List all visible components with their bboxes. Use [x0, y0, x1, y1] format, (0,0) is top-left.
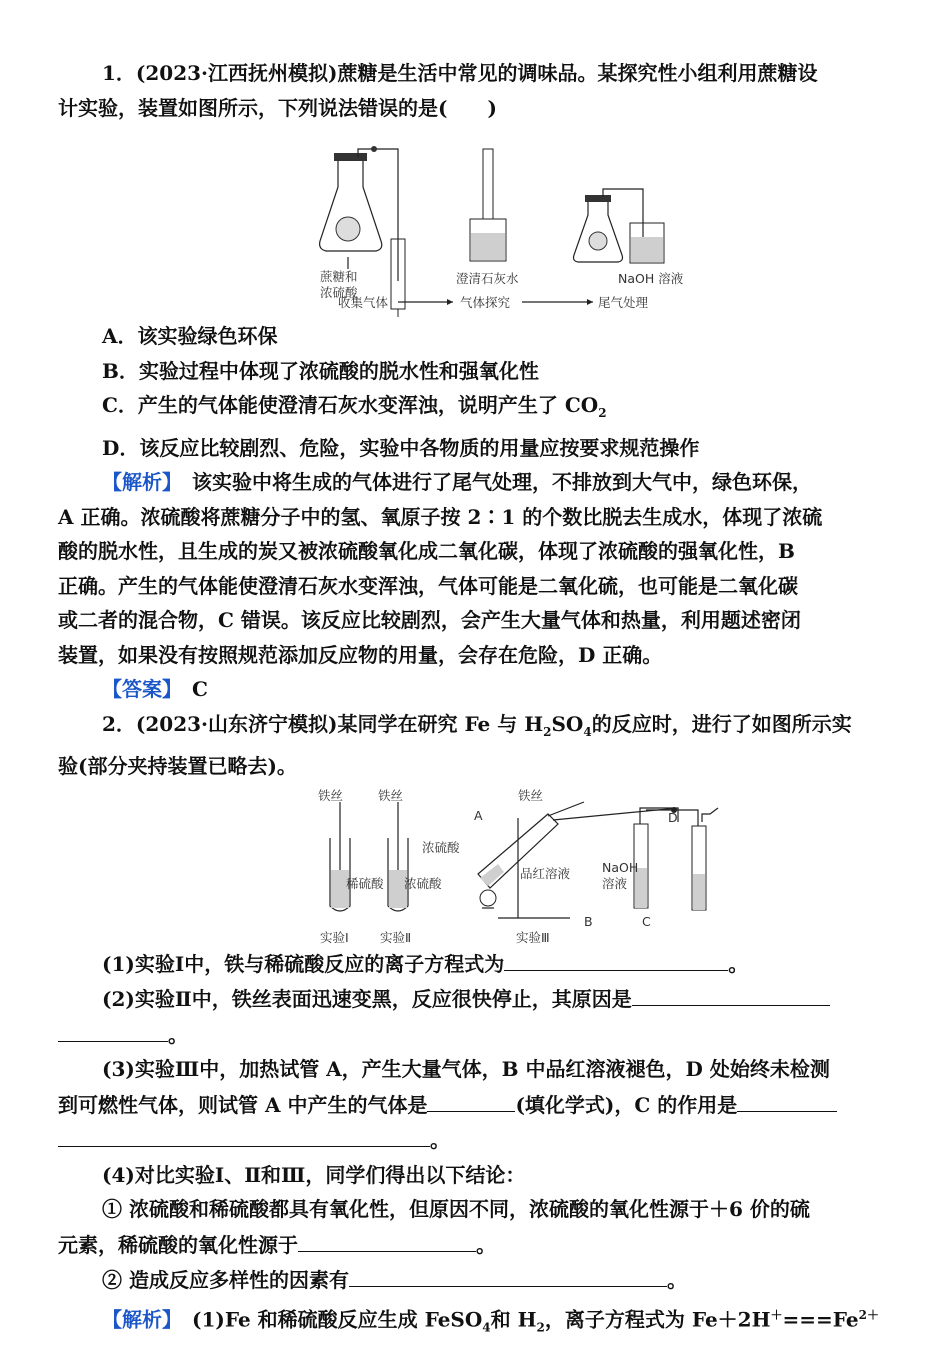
q1-answer: 【答案】 C: [102, 677, 208, 701]
q1-analysis-line-4: 正确。产生的气体能使澄清石灰水变浑浊，气体可能是二氧化硫，也可能是二氧化碳: [58, 573, 798, 598]
q1-stem: 1．(2023·江西抚州模拟)蔗糖是生活中常见的调味品。某探究性小组利用蔗糖设: [102, 61, 818, 85]
q2-label-b: B: [584, 913, 593, 929]
q1-label-limewater: 澄清石灰水: [456, 271, 519, 286]
q2-sub2-blank[interactable]: [632, 981, 830, 1006]
q1-label-sugar: 蔗糖和: [320, 269, 358, 284]
q2-label-naoh-1: NaOH: [602, 859, 639, 875]
q1-analysis-tag: 【解析】: [102, 470, 172, 494]
q2-label-a: A: [474, 807, 483, 823]
q2-label-pinhong: 品红溶液: [520, 865, 571, 881]
q2-label-exp2: 实验Ⅱ: [380, 929, 412, 945]
q2-stem: 2．(2023·山东济宁模拟)某同学在研究 Fe 与 $H_2SO_4$的反应时，进行了如图所示实: [102, 711, 852, 739]
q1-flask-tail: [574, 189, 665, 263]
q2-label-conc-2: 浓硫酸: [422, 839, 460, 855]
q1-label-naoh: NaOH 溶液: [618, 271, 684, 286]
q2-exp2-tube: [388, 802, 408, 911]
q2-label-conc-1: 浓硫酸: [404, 875, 442, 891]
q2-sub3-gas-blank[interactable]: [427, 1087, 515, 1112]
q1-analysis-line-1: 【解析】 该实验中将生成的气体进行了尾气处理，不排放到大气中，绿色环保，: [102, 470, 812, 494]
q2-sub2: (2)实验Ⅱ中，铁丝表面迅速变黑，反应很快停止，其原因是: [58, 981, 894, 1017]
q2-sub4-1-blank[interactable]: [298, 1227, 476, 1252]
q2-sub3-cont2: 。: [58, 1122, 894, 1158]
q2-exp3-apparatus: [478, 802, 718, 918]
q1-analysis-line-6: 装置，如果没有按照规范添加反应物的用量，会存在危险，D 正确。: [58, 642, 663, 667]
q2-sub4-1: ① 浓硫酸和稀硫酸都具有氧化性，但原因不同，浓硫酸的氧化性源于＋6 价的硫: [102, 1197, 810, 1221]
q2-label-iron-2: 铁丝: [378, 787, 404, 803]
q2-label-exp1: 实验Ⅰ: [320, 929, 349, 945]
q2-label-iron-1: 铁丝: [318, 787, 344, 803]
q1-option-c: C．产生的气体能使澄清石灰水变浑浊，说明产生了 $CO_2$: [102, 393, 607, 420]
q2-sub4-2: ② 造成反应多样性的因素有 。: [58, 1262, 894, 1298]
q1-analysis-line-3: 酸的脱水性，且生成的炭又被浓硫酸氧化成二氧化碳，体现了浓硫酸的强氧化性，B: [58, 539, 795, 563]
q2-sub4-1-cont: 元素，稀硫酸的氧化性源于 。: [58, 1227, 894, 1263]
q2-sub3: (3)实验Ⅲ中，加热试管 A，产生大量气体，B 中品红溶液褪色，D 处始终未检测: [102, 1057, 830, 1081]
q2-sub1: (1)实验Ⅰ中，铁与稀硫酸反应的离子方程式为 。: [58, 946, 894, 982]
q1-step-collect: 收集气体: [338, 295, 389, 310]
q1-analysis-line-2: A 正确。浓硫酸将蔗糖分子中的氢、氧原子按 2∶1 的个数比脱去生成水，体现了浓硫: [58, 504, 823, 529]
q1-beaker-limewater: [470, 149, 506, 261]
q1-option-b: B．实验过程中体现了浓硫酸的脱水性和强氧化性: [102, 358, 539, 383]
q2-label-exp3: 实验Ⅲ: [516, 929, 550, 945]
q2-label-naoh-2: 溶液: [602, 875, 628, 891]
q2-sub3-cont: 到可燃性气体，则试管 A 中产生的气体是 (填化学式)，C 的作用是: [58, 1087, 894, 1123]
q1-step-tail: 尾气处理: [598, 295, 649, 310]
q2-sub4-2-blank[interactable]: [349, 1262, 667, 1287]
q2-analysis: 【解析】 (1)Fe 和稀硫酸反应生成 FeSO$_4$和 $H_2$，离子方程式为 $Fe+2H^+===Fe^{2+}$: [102, 1307, 879, 1335]
q2-label-dilute: 稀硫酸: [346, 875, 384, 891]
q2-sub3-c-blank-cont[interactable]: [58, 1122, 430, 1147]
q1-step-explore: 气体探究: [460, 295, 511, 310]
q2-sub3-c-blank[interactable]: [737, 1087, 837, 1112]
q1-analysis-line-5: 或二者的混合物，C 错误。该反应比较剧烈，会产生大量气体和热量，利用题述密闭: [58, 608, 801, 632]
q2-sub1-blank[interactable]: [504, 946, 728, 971]
q2-sub2-cont: 。: [58, 1017, 894, 1053]
q2-label-iron-3: 铁丝: [518, 787, 544, 803]
q1-option-a: A．该实验绿色环保: [102, 324, 278, 348]
q2-analysis-tag: 【解析】: [102, 1307, 172, 1332]
q2-sub4: (4)对比实验Ⅰ、Ⅱ和Ⅲ，同学们得出以下结论：: [102, 1162, 526, 1187]
q1-label-acid: 浓硫酸: [320, 285, 358, 300]
q1-answer-tag: 【答案】: [102, 677, 172, 701]
q2-exp1-tube: [330, 802, 350, 911]
q2-label-d: D: [668, 809, 678, 825]
q1-figure: [58, 129, 894, 319]
q1-stem-cont: 计实验，装置如图所示，下列说法错误的是( ): [58, 95, 497, 120]
q2-sub2-blank-cont[interactable]: [58, 1017, 168, 1042]
document-page: [58, 56, 894, 1345]
q1-option-d: D．该反应比较剧烈、危险，实验中各物质的用量应按要求规范操作: [102, 435, 700, 460]
q2-label-c: C: [642, 913, 651, 929]
q2-stem-cont: 验(部分夹持装置已略去)。: [58, 754, 297, 778]
q2-figure: [58, 788, 894, 946]
